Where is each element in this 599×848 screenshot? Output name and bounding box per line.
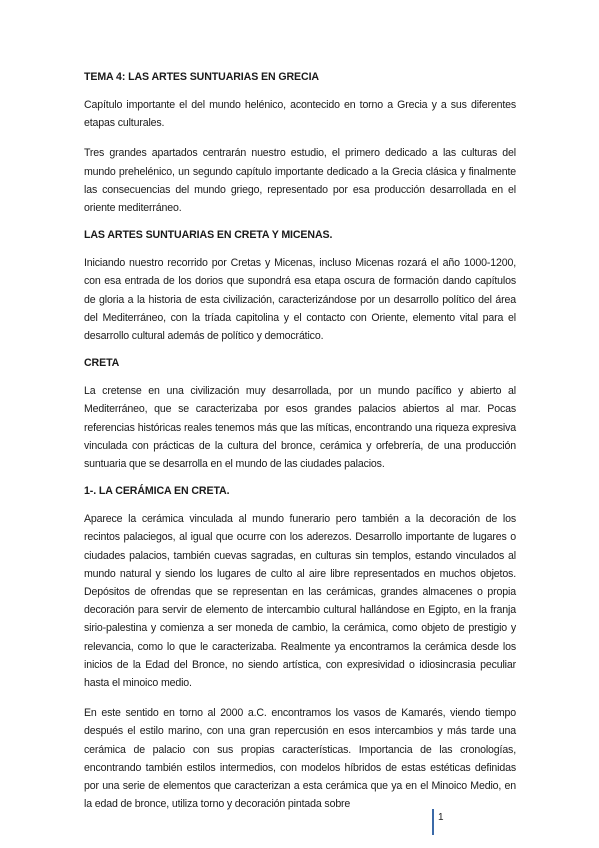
section-heading-creta-micenas: LAS ARTES SUNTUARIAS EN CRETA Y MICENAS. bbox=[84, 229, 333, 242]
section-heading-creta: CRETA bbox=[84, 357, 120, 370]
section-paragraph-creta: La cretense en una civilización muy desarrollada, por un mundo pacífico y abierto al Mediterráneo, que se caracterizaba por esos grandes palacios abiertos al mar. Pocas referencias históricas reales tenemos más que las míticas, encontrando una riqueza expresiva vinculada con prácticas de la cultura del bronce, cerámica y orfebrería, de una producción suntuaria que se desarrolla en el mundo de las ciudades palacios. bbox=[84, 385, 516, 471]
document-title: TEMA 4: LAS ARTES SUNTUARIAS EN GRECIA bbox=[84, 71, 319, 83]
section-paragraph-creta-micenas: Iniciando nuestro recorrido por Cretas y Micenas, incluso Micenas rozará el año 1000-1200, con esa entrada de los dorios que supondrá esa etapa oscura de formación dando capítulos de gloria a la historia de esta civilización, caracterizándose por un desarrollo político del área del Mediterráneo, con la tríada capitolina y el contacto con Oriente, elemento vital para el desarrollo cultural además de político y democrático. bbox=[84, 257, 516, 343]
intro-paragraph-2: Tres grandes apartados centrarán nuestro estudio, el primero dedicado a las culturas del mundo prehelénico, un segundo capítulo importante dedicado a la Grecia clásica y finalmente las consecuencias del mundo griego, representado por esa producción desarrollada en el oriente mediterráneo. bbox=[84, 147, 516, 215]
page-content bbox=[84, 71, 516, 826]
page-number: 1 bbox=[438, 812, 444, 823]
section-paragraph-ceramica-2: En este sentido en torno al 2000 a.C. encontramos los vasos de Kamarés, viendo tiempo después el estilo marino, con una gran repercusión en esos intercambios y más tarde una cerámica de palacio con sus propias características. Importancia de las cronologías, encontrando también estilos intermedios, con modelos híbridos de estas estéticas definidas por una serie de elementos que caracterizan a esta cerámica que ya en el Minoico Medio, en la edad de bronce, utiliza torno y decoración pintada sobre bbox=[84, 707, 516, 811]
footer-rule bbox=[432, 809, 434, 835]
section-heading-ceramica: 1-. LA CERÁMICA EN CRETA. bbox=[84, 485, 230, 498]
section-paragraph-ceramica-1: Aparece la cerámica vinculada al mundo funerario pero también a la decoración de los recintos palaciegos, al igual que ocurre con los aderezos. Desarrollo importante de lugares o ciudades palacios, también cuevas sagradas, en culturas sin templos, estando vinculados al mundo natural y siendo los lugares de culto al aire libre representados en muchos objetos. Depósitos de ofrendas que se representan en las cerámicas, grandes almacenes o propia decoración para servir de elemento de intercambio cultural hallándose en Egipto, en la franja sirio-palestina y comienza a ser moneda de cambio, la cerámica, como objeto de prestigio y relevancia, como lo que le caracterizaba. Realmente ya encontramos la cerámica desde los inicios de la Edad del Bronce, no siendo artística, con expresividad o idiosincrasia peculiar hasta el minoico medio. bbox=[84, 513, 516, 690]
intro-paragraph-1: Capítulo importante el del mundo helénico, acontecido en torno a Grecia y a sus diferentes etapas culturales. bbox=[84, 99, 516, 130]
